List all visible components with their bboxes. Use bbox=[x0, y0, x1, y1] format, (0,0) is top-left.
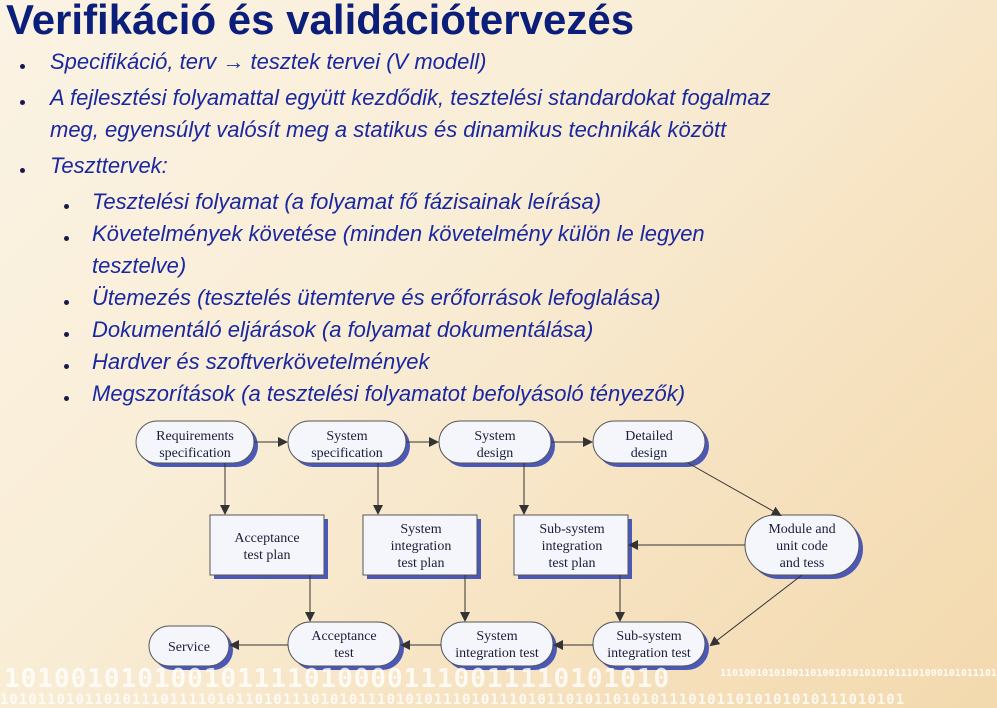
node-label: test plan bbox=[397, 556, 445, 571]
binary-row: 1101001010100110100101010101011101000101011101 bbox=[720, 668, 997, 679]
node-system-specification bbox=[288, 421, 410, 467]
node-label: specification bbox=[159, 446, 231, 461]
node-label: Sub-system bbox=[616, 629, 682, 644]
node-label: and tess bbox=[779, 556, 825, 571]
diagram-middle-row bbox=[210, 515, 863, 579]
sub-bullet-item: Megszorítások (a tesztelési folyamatot befolyásoló tényezők) bbox=[92, 381, 686, 406]
node-label: design bbox=[476, 446, 514, 461]
node-label: integration test bbox=[607, 646, 691, 661]
bullet-item: Specifikáció, terv → tesztek tervei (V modell) bbox=[50, 49, 487, 74]
node-label: test bbox=[334, 646, 354, 661]
sub-bullet-item: Hardver és szoftverkövetelmények bbox=[92, 349, 430, 374]
sub-bullet-continuation: tesztelve) bbox=[92, 253, 187, 278]
node-acceptance-test-plan bbox=[210, 515, 328, 579]
v-model-diagram bbox=[0, 405, 959, 667]
node-label: integration test bbox=[455, 646, 539, 661]
node-label: test plan bbox=[243, 548, 291, 563]
binary-row: 101011010110101110111101011010111010101110101011101011101011010110101011101011010101010111010101 bbox=[0, 692, 906, 708]
sub-bullet-item: Követelmények követése (minden követelmény külön le legyen bbox=[92, 221, 705, 246]
node-label: specification bbox=[311, 446, 383, 461]
node-label: Service bbox=[168, 640, 210, 655]
node-label: Sub-system bbox=[539, 522, 605, 537]
node-label: unit code bbox=[776, 539, 828, 554]
node-system-integration-test bbox=[441, 622, 557, 670]
node-label: Detailed bbox=[625, 429, 673, 444]
bullet-dot bbox=[20, 100, 25, 105]
sub-bullet-dot bbox=[64, 236, 69, 241]
arrow bbox=[688, 463, 780, 515]
sub-bullet-dot bbox=[64, 204, 69, 209]
node-system-design bbox=[439, 421, 555, 467]
diagram-top-row bbox=[136, 421, 709, 467]
bullet-dot bbox=[20, 64, 25, 69]
sub-bullet-dot bbox=[64, 332, 69, 337]
diagram-bottom-row bbox=[149, 622, 709, 670]
binary-decoration bbox=[0, 664, 997, 708]
node-label: Acceptance bbox=[311, 629, 377, 644]
node-label: Module and bbox=[768, 522, 836, 537]
sub-bullet-item: Ütemezés (tesztelés ütemterve és erőforrások lefoglalása) bbox=[92, 285, 661, 310]
node-acceptance-test bbox=[288, 622, 404, 670]
node-label: System bbox=[326, 429, 368, 444]
node-label: integration bbox=[390, 539, 452, 554]
page-title: Verifikáció és validációtervezés bbox=[6, 0, 635, 43]
arrow bbox=[711, 575, 802, 645]
sub-bullet-dot bbox=[64, 396, 69, 401]
bullet-dot bbox=[20, 168, 25, 173]
sub-bullet-dot bbox=[64, 364, 69, 369]
node-label: integration bbox=[541, 539, 603, 554]
bullet-item: Teszttervek: bbox=[50, 153, 168, 178]
sub-bullet-item: Dokumentáló eljárások (a folyamat dokumentálása) bbox=[92, 317, 594, 342]
node-label: Acceptance bbox=[234, 531, 300, 546]
node-label: System bbox=[476, 629, 518, 644]
node-requirements-specification bbox=[136, 421, 258, 467]
node-label: test plan bbox=[548, 556, 596, 571]
bullet-item-continuation: meg, egyensúlyt valósít meg a statikus és dinamikus technikák között bbox=[50, 117, 727, 142]
node-label: design bbox=[630, 446, 668, 461]
node-label: System bbox=[400, 522, 442, 537]
node-system-integration-test-plan bbox=[363, 515, 481, 579]
node-subsystem-integration-test bbox=[593, 622, 709, 670]
node-label: Requirements bbox=[156, 429, 234, 444]
bullet-item: A fejlesztési folyamattal együtt kezdődik, tesztelési standardokat fogalmaz bbox=[50, 85, 771, 110]
node-subsystem-integration-test-plan bbox=[514, 515, 632, 579]
node-module-and-unit-code bbox=[745, 515, 863, 579]
node-detailed-design bbox=[593, 421, 709, 467]
binary-row: 1010010101001011110100001110011110101010 bbox=[4, 664, 671, 694]
sub-bullet-item: Tesztelési folyamat (a folyamat fő fázisainak leírása) bbox=[92, 189, 602, 214]
sub-bullet-dot bbox=[64, 300, 69, 305]
node-label: System bbox=[474, 429, 516, 444]
